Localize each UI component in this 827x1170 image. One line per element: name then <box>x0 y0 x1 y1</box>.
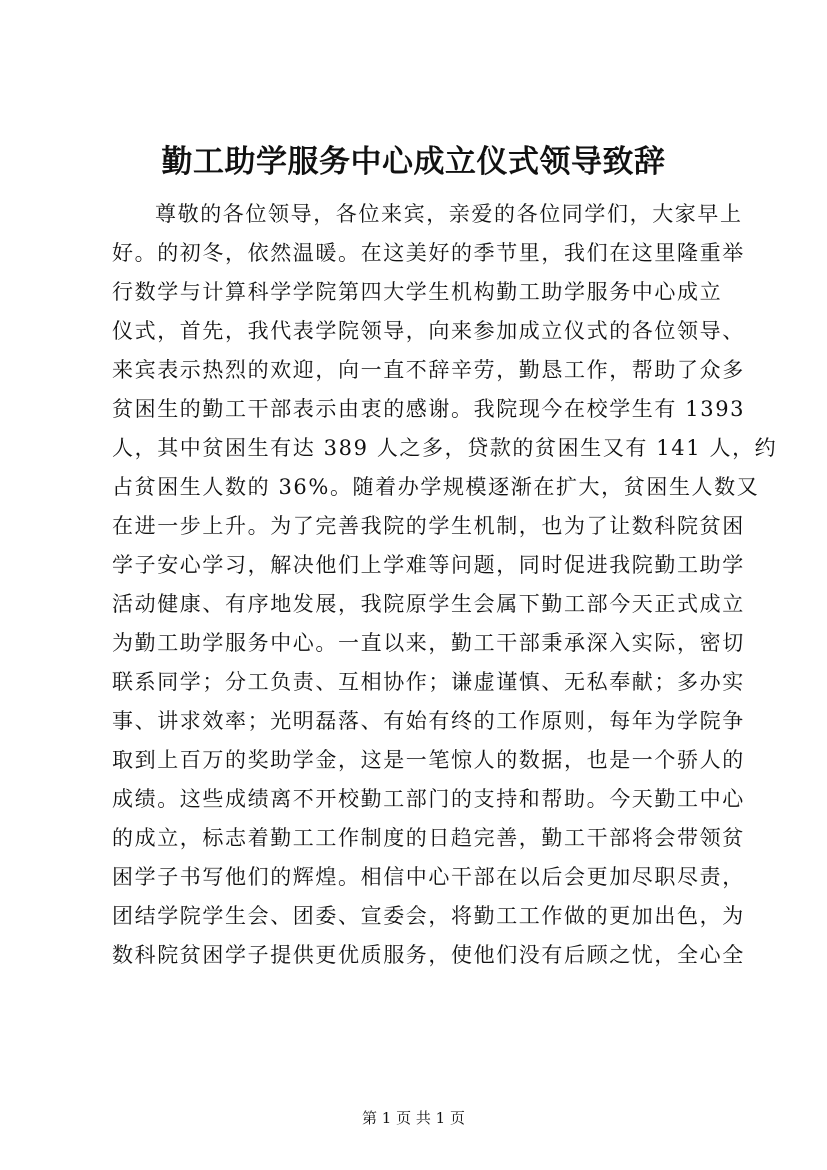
body-line: 人，其中贫困生有达 389 人之多，贷款的贫困生又有 141 人，约 <box>112 436 778 460</box>
body-line: 成绩。这些成绩离不开校勤工部门的支持和帮助。今天勤工中心 <box>112 787 745 811</box>
body-line: 学子安心学习，解决他们上学难等问题，同时促进我院勤工助学 <box>112 553 745 577</box>
body-line: 事、讲求效率；光明磊落、有始有终的工作原则，每年为学院争 <box>112 709 745 733</box>
body-line: 来宾表示热烈的欢迎，向一直不辞辛劳，勤恳工作，帮助了众多 <box>112 358 745 382</box>
body-line: 数科院贫困学子提供更优质服务，使他们没有后顾之忧，全心全 <box>112 943 745 967</box>
page-number-footer: 第 1 页 共 1 页 <box>362 1109 465 1127</box>
body-line: 贫困生的勤工干部表示由衷的感谢。我院现今在校学生有 1393 <box>112 397 746 421</box>
document-title: 勤工助学服务中心成立仪式领导致辞 <box>161 144 666 180</box>
body-line: 联系同学；分工负责、互相协作；谦虚谨慎、无私奉献；多办实 <box>112 670 745 694</box>
body-line: 困学子书写他们的辉煌。相信中心干部在以后会更加尽职尽责， <box>112 865 745 889</box>
body-line: 仪式，首先，我代表学院领导，向来参加成立仪式的各位领导、 <box>112 319 745 343</box>
body-line: 好。的初冬，依然温暖。在这美好的季节里，我们在这里隆重举 <box>112 241 745 265</box>
body-line: 活动健康、有序地发展，我院原学生会属下勤工部今天正式成立 <box>112 592 745 616</box>
body-line: 行数学与计算科学学院第四大学生机构勤工助学服务中心成立 <box>112 280 723 304</box>
body-line: 尊敬的各位领导，各位来宾，亲爱的各位同学们，大家早上 <box>155 202 743 226</box>
body-line: 占贫困生人数的 36%。随着办学规模逐渐在扩大，贫困生人数又 <box>112 475 760 499</box>
body-line: 为勤工助学服务中心。一直以来，勤工干部秉承深入实际，密切 <box>112 631 745 655</box>
body-line: 在进一步上升。为了完善我院的学生机制，也为了让数科院贫困 <box>112 514 745 538</box>
body-line: 团结学院学生会、团委、宣委会，将勤工工作做的更加出色，为 <box>112 904 745 928</box>
body-line: 的成立，标志着勤工工作制度的日趋完善，勤工干部将会带领贫 <box>112 826 745 850</box>
body-line: 取到上百万的奖助学金，这是一笔惊人的数据，也是一个骄人的 <box>112 748 745 772</box>
